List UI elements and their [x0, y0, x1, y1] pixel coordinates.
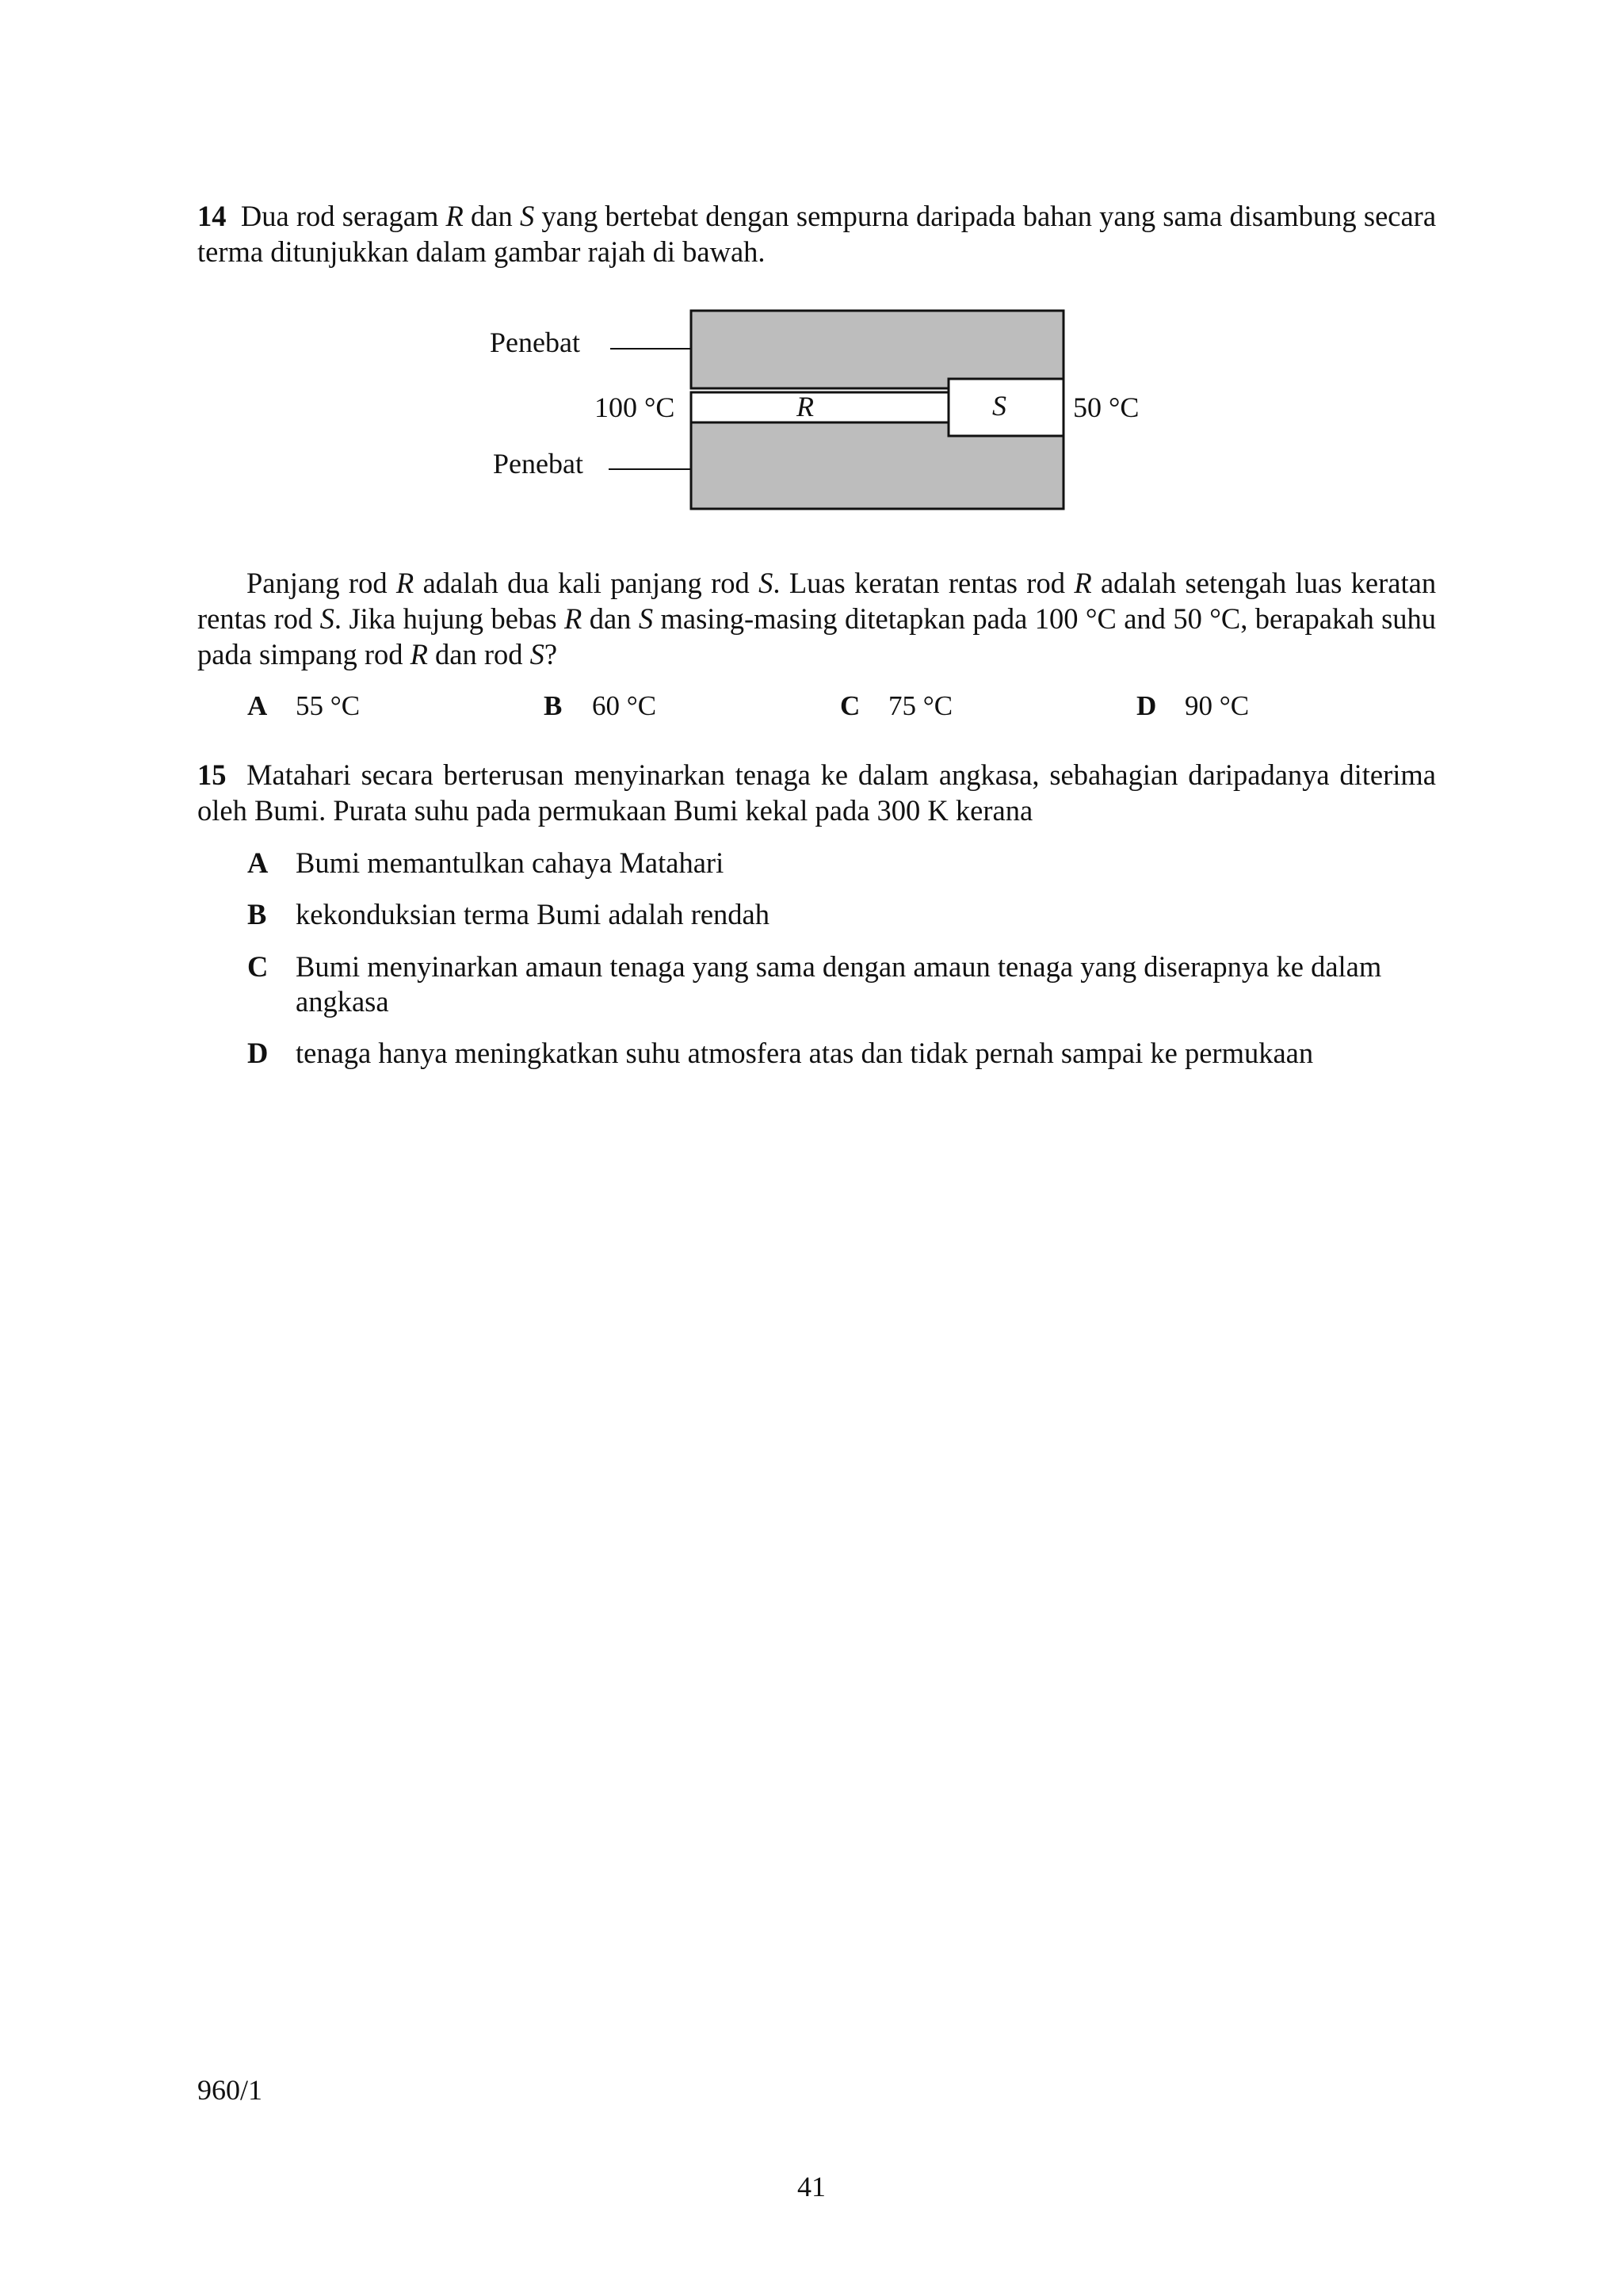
rod-r — [691, 392, 949, 422]
option-text: 60 °C — [592, 690, 657, 721]
q14-rod-diagram — [483, 301, 1149, 531]
q15-option-b — [247, 897, 1436, 932]
q14-body — [197, 565, 1436, 672]
option-letter: D — [1136, 690, 1157, 721]
option-text: 90 °C — [1185, 690, 1250, 721]
q15-stem — [197, 757, 1436, 828]
q14-body-text: Panjang rod — [246, 567, 388, 599]
q14-var-r: R — [445, 200, 464, 232]
label-rod-s: S — [992, 390, 1006, 422]
page-number: 41 — [797, 2171, 826, 2202]
q14-stem-text-b: dan — [471, 200, 513, 232]
q14-body-var-r: R — [1074, 567, 1092, 599]
q14-body-var-s: S — [529, 638, 544, 670]
q14-option-d — [1136, 688, 1249, 724]
option-text: Bumi memantulkan cahaya Matahari — [296, 846, 724, 879]
q14-body-var-r: R — [564, 602, 582, 635]
q15-option-a — [247, 846, 1436, 881]
option-letter: C — [840, 690, 861, 721]
q14-option-b — [544, 688, 656, 724]
label-rod-r: R — [796, 391, 814, 422]
q14-body-var-r: R — [395, 567, 414, 599]
q14-stem-text-a: Dua rod seragam — [240, 200, 439, 232]
insulator-top-block — [691, 311, 1064, 388]
q14-option-a — [247, 688, 360, 724]
option-letter: B — [544, 690, 563, 721]
q14-body-text: masing-masing ditetapkan pada 100 °C and 50 °C, berapakah suhu pada simpang rod — [197, 602, 1437, 670]
q15-stem-text: Matahari secara berterusan menyinarkan tenaga ke dalam angkasa, sebahagian daripadanya diterima oleh Bumi. Purata suhu pada permukaan Bumi kekal pada 300 K kerana — [197, 758, 1436, 827]
q14-stem — [197, 198, 1436, 269]
q15-option-c — [247, 949, 1436, 1019]
option-text: kekonduksian terma Bumi adalah rendah — [296, 898, 770, 930]
label-left-temperature: 100 °C — [594, 392, 675, 423]
option-letter: A — [247, 846, 269, 879]
option-text: Bumi menyinarkan amaun tenaga yang sama dengan amaun tenaga yang diserapnya ke dalam angkasa — [296, 950, 1382, 1018]
q14-body-text: dan — [589, 602, 632, 635]
option-letter: C — [247, 950, 269, 983]
q14-options — [247, 688, 1436, 724]
label-insulator-top: Penebat — [490, 327, 580, 358]
label-insulator-bottom: Penebat — [493, 448, 583, 479]
option-letter: D — [247, 1037, 269, 1069]
q14-body-text: adalah setengah luas keratan rentas rod — [197, 567, 1437, 635]
option-letter: A — [247, 690, 268, 721]
option-text: tenaga hanya meningkatkan suhu atmosfera atas dan tidak pernah sampai ke permukaan — [296, 1037, 1314, 1069]
option-text: 55 °C — [296, 690, 361, 721]
q14-body-var-s: S — [758, 567, 773, 599]
q14-body-text: dan rod — [435, 638, 523, 670]
q14-body-var-s: S — [319, 602, 334, 635]
q14-body-var-r: R — [410, 638, 428, 670]
q14-var-s: S — [519, 200, 535, 232]
paper-code: 960/1 — [197, 2074, 263, 2106]
q14-body-text: adalah dua kali panjang rod — [422, 567, 750, 599]
q14-body-text: ? — [544, 638, 558, 670]
q14-body-text: . Luas keratan rentas rod — [773, 567, 1065, 599]
q14-number: 14 — [197, 200, 227, 232]
q14-body-text: . Jika hujung bebas — [334, 602, 557, 635]
q15-option-d — [247, 1036, 1436, 1071]
option-letter: B — [247, 898, 267, 930]
q14-stem-text-c: yang bertebat dengan sempurna daripada bahan yang sama disambung secara terma ditunjukkan dalam gambar rajah di bawah. — [197, 200, 1437, 268]
q14-option-c — [840, 688, 953, 724]
label-right-temperature: 50 °C — [1073, 392, 1140, 423]
q14-body-var-s: S — [638, 602, 654, 635]
q15-number: 15 — [197, 758, 227, 791]
option-text: 75 °C — [888, 690, 953, 721]
